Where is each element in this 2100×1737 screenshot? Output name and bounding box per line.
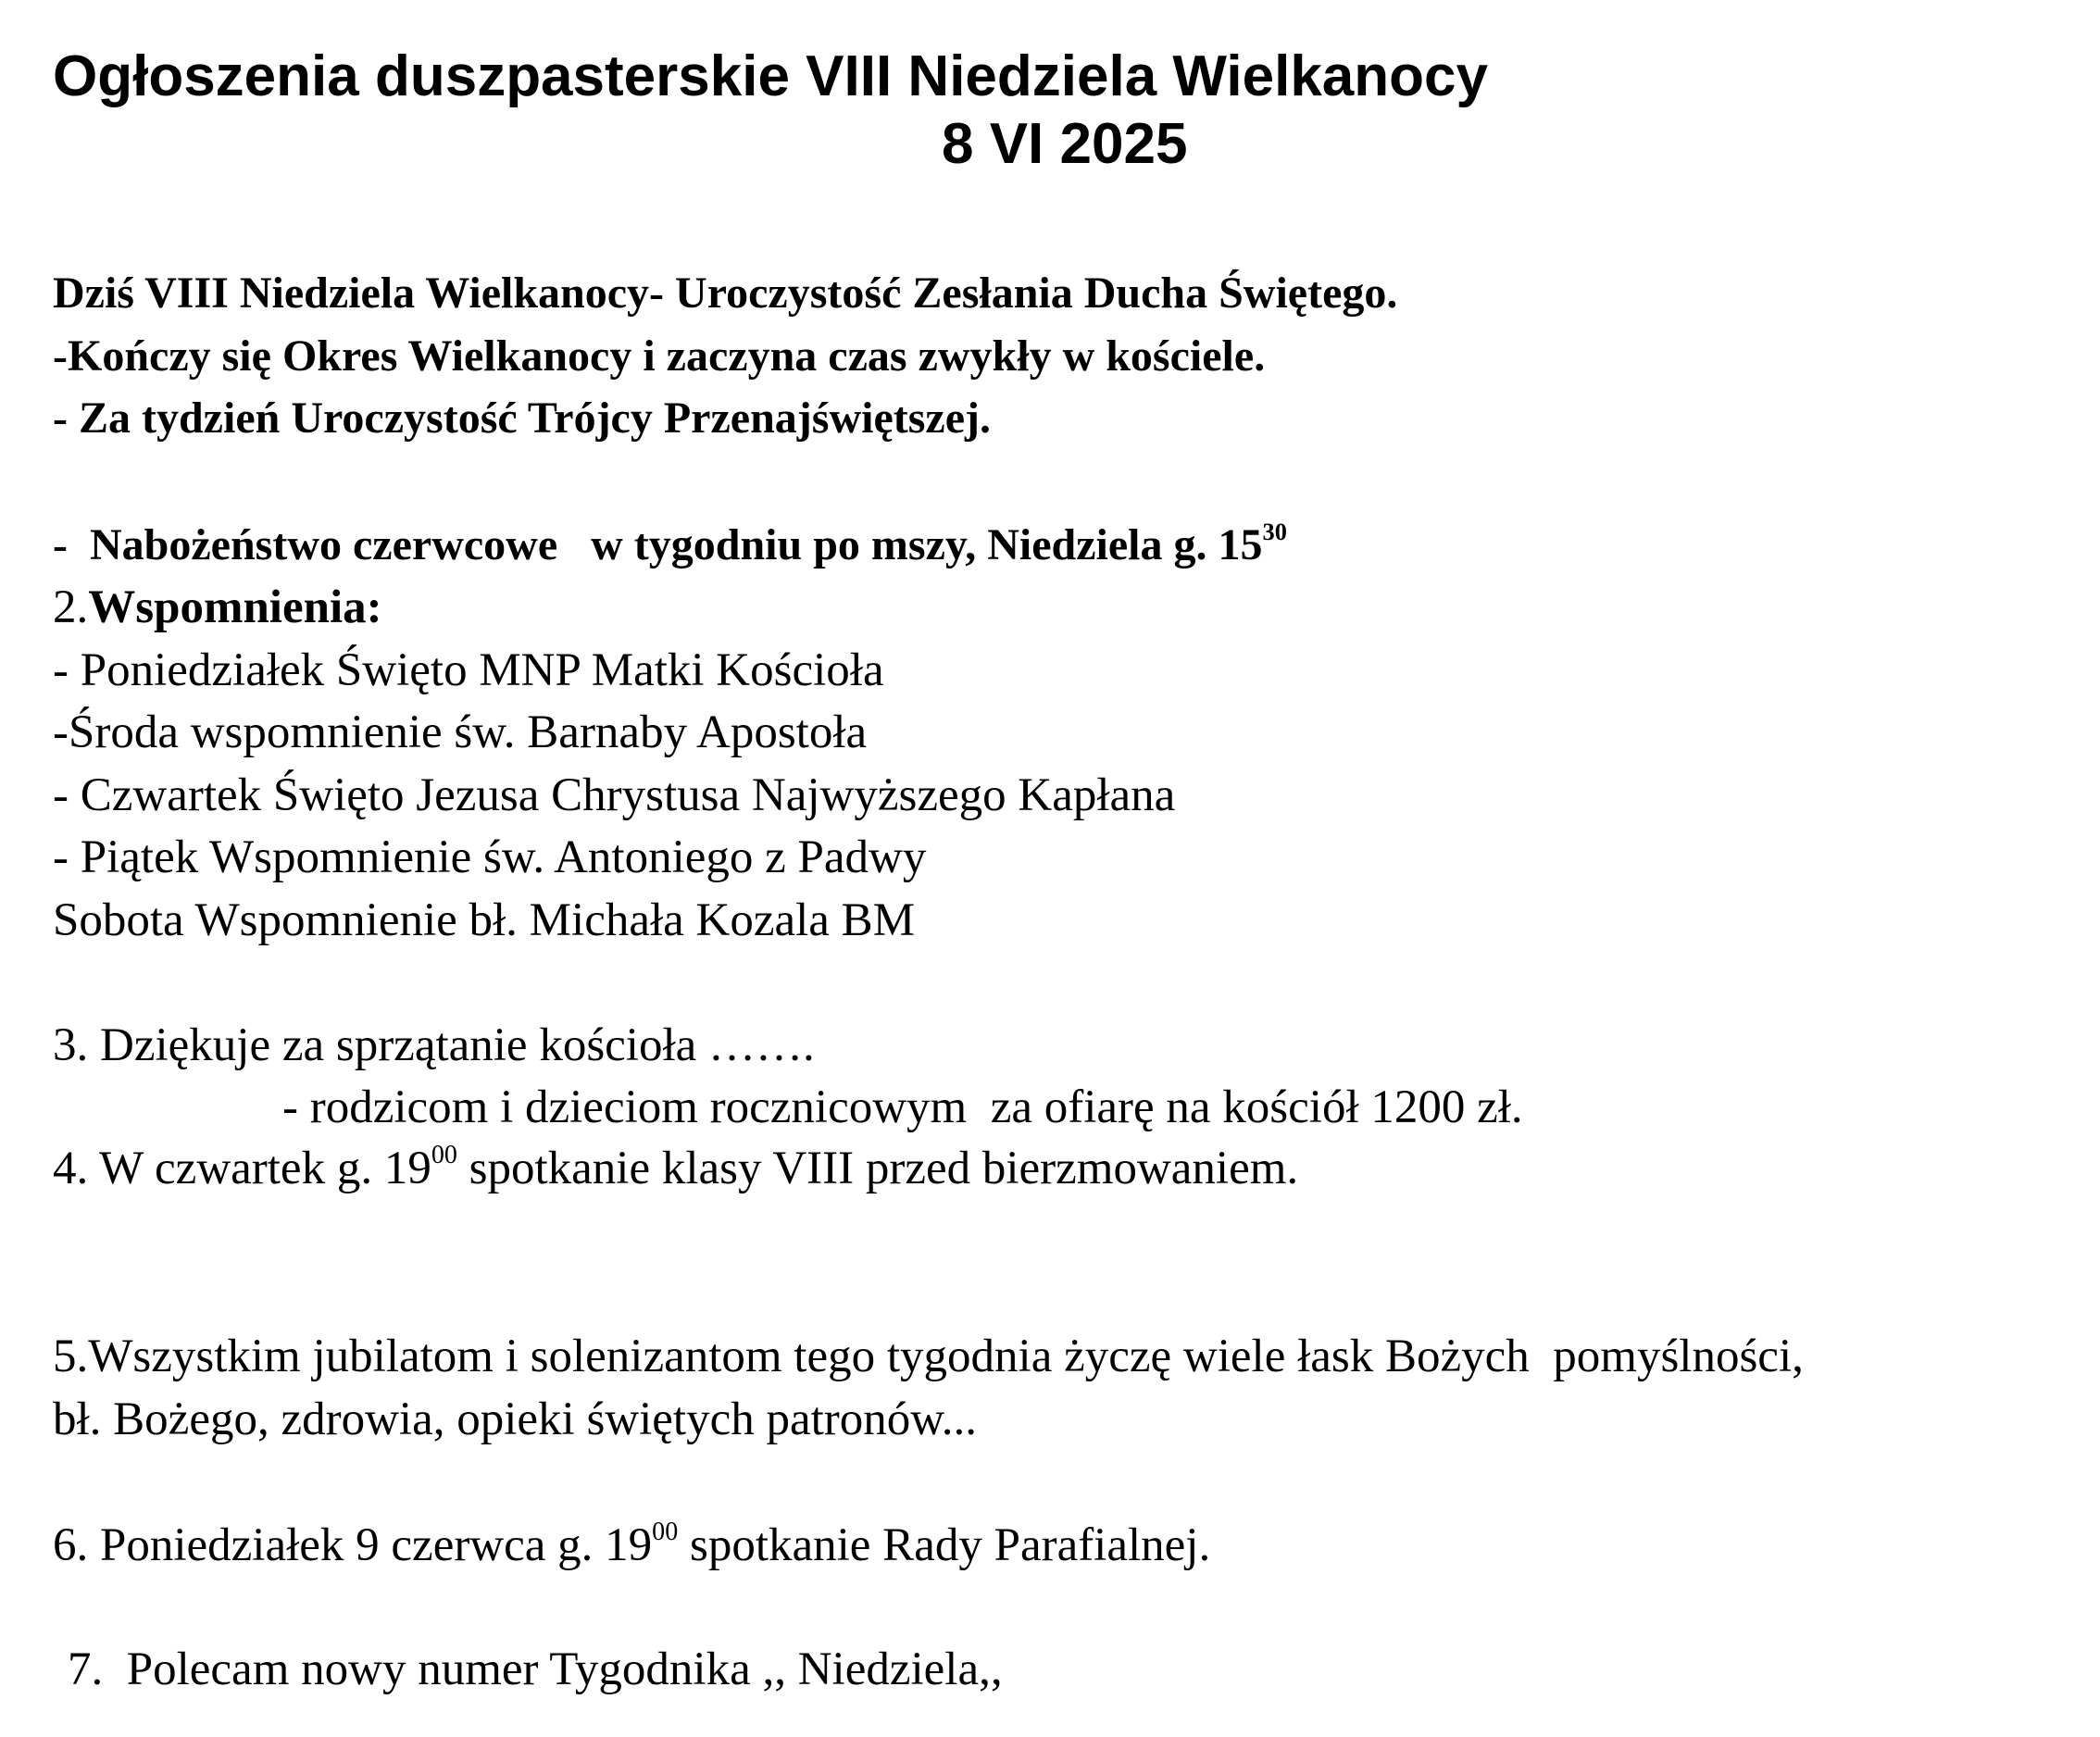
item3-line-2: - rodzicom i dzieciom rocznicowym za ofiarę na kościół 1200 zł. [282,1081,1523,1133]
item4-pre: 4. W czwartek g. 19 [53,1143,431,1194]
item6-post: spotkanie Rady Parafialnej. [678,1519,1211,1571]
item4-post: spotkanie klasy VIII przed bierzmowaniem. [456,1143,1299,1194]
item6-time-superscript: 00 [652,1517,679,1546]
wspomnienia-item: - Piątek Wspomnienie św. Antoniego z Padwy [53,831,927,883]
nabozenstwo-dash: - [53,520,79,569]
document-date: 8 VI 2025 [942,112,1188,176]
nabozenstwo-text: Nabożeństwo czerwcowe w tygodniu po mszy, Niedziela g. 15 [89,520,1263,569]
document-title: Ogłoszenia duszpasterskie VIII Niedziela Wielkanocy [53,44,1488,108]
intro-line-2: -Kończy się Okres Wielkanocy i zaczyna czas zwykły w kościele. [53,331,1266,381]
intro-line-1: Dziś VIII Niedziela Wielkanocy- Uroczystość Zesłania Ducha Świętego. [53,269,1398,318]
item5-line-1: 5.Wszystkim jubilatom i solenizantom tego tygodnia życzę wiele łask Bożych pomyślności, [53,1331,1804,1382]
wspomnienia-number: 2. [53,581,89,633]
item7-line: 7. Polecam nowy numer Tygodnika ,, Niedziela,, [68,1643,1003,1695]
wspomnienia-item: -Środa wspomnienie św. Barnaby Apostoła [53,706,868,758]
item4-line [53,1140,1299,1194]
item3-line-1: 3. Dziękuje za sprzątanie kościoła ……. [53,1019,815,1071]
item4-time-superscript: 00 [431,1140,457,1169]
item5-line-2: bł. Bożego, zdrowia, opieki świętych patronów... [53,1393,978,1445]
intro-line-3: - Za tydzień Uroczystość Trójcy Przenajświętszej. [53,394,992,443]
wspomnienia-item: - Poniedziałek Święto MNP Matki Kościoła [53,644,884,696]
wspomnienia-heading-text: Wspomnienia: [88,581,382,633]
item6-line [53,1517,1211,1571]
item6-pre: 6. Poniedziałek 9 czerwca g. 19 [53,1519,653,1571]
wspomnienia-heading [53,581,382,633]
nabozenstwo-line [53,517,1287,569]
wspomnienia-item: - Czwartek Święto Jezusa Chrystusa Najwyższego Kapłana [53,769,1176,821]
nabozenstwo-time-superscript: 30 [1262,517,1287,545]
wspomnienia-item: Sobota Wspomnienie bł. Michała Kozala BM [53,894,916,946]
